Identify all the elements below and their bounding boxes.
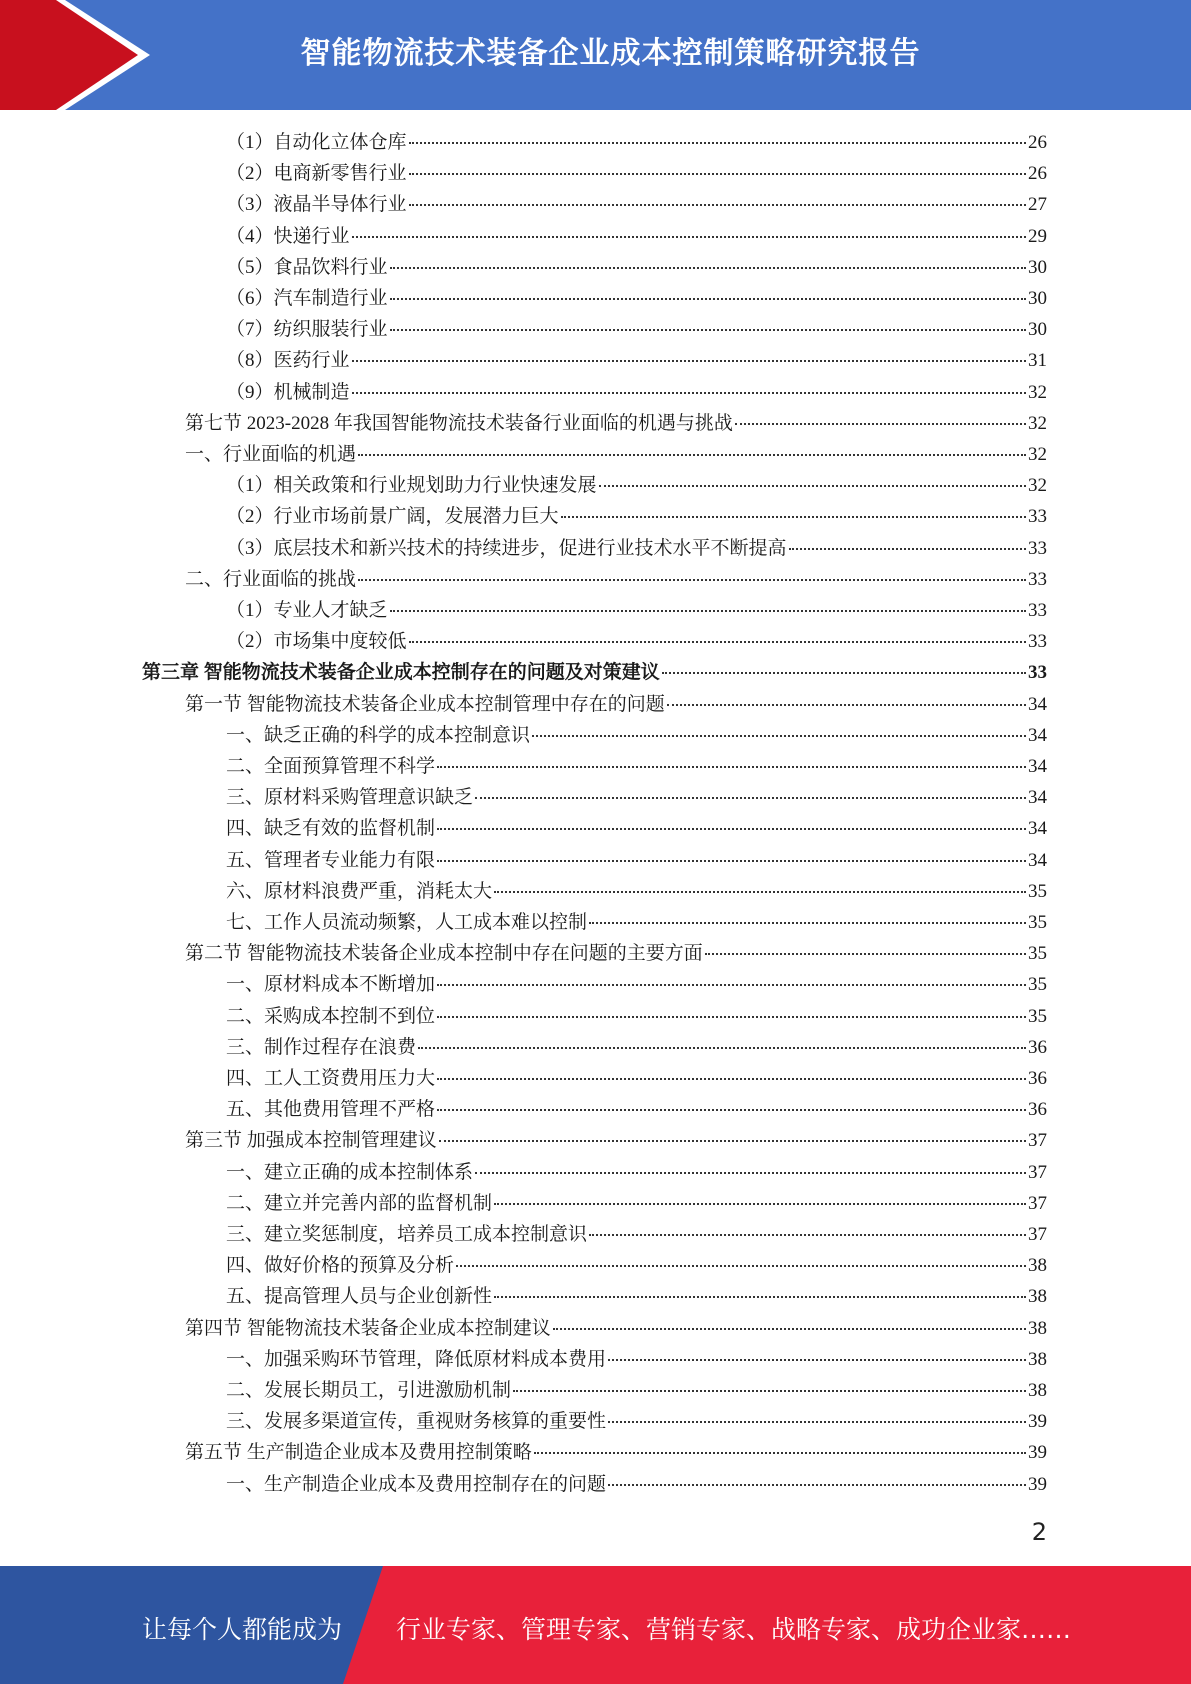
toc-entry-page: 33 bbox=[1028, 537, 1047, 559]
toc-dot-leader bbox=[437, 860, 1026, 862]
toc-entry-page: 33 bbox=[1028, 662, 1047, 684]
toc-entry[interactable] bbox=[185, 938, 1047, 969]
toc-entry-label: （2）市场集中度较低 bbox=[226, 631, 407, 653]
toc-entry[interactable] bbox=[226, 1250, 1047, 1281]
toc-entry-label: 七、工作人员流动频繁，人工成本难以控制 bbox=[226, 912, 588, 933]
toc-entry[interactable] bbox=[185, 1313, 1047, 1344]
toc-entry[interactable] bbox=[226, 377, 1047, 408]
toc-entry-label: 第三节 加强成本控制管理建议 bbox=[185, 1130, 437, 1152]
toc-entry[interactable] bbox=[226, 1219, 1047, 1250]
toc-dot-leader bbox=[437, 984, 1026, 986]
toc-entry-label: （2）行业市场前景广阔，发展潜力巨大 bbox=[226, 506, 559, 528]
toc-entry-page: 35 bbox=[1028, 943, 1047, 965]
toc-dot-leader bbox=[608, 1421, 1026, 1423]
toc-dot-leader bbox=[494, 1203, 1026, 1205]
toc-dot-leader bbox=[390, 267, 1026, 269]
toc-entry[interactable] bbox=[226, 345, 1047, 376]
toc-entry-page: 35 bbox=[1028, 974, 1047, 996]
toc-dot-leader bbox=[352, 236, 1026, 238]
toc-dot-leader bbox=[390, 329, 1026, 331]
toc-entry-label: 四、工人工资费用压力大 bbox=[226, 1068, 436, 1089]
toc-entry-page: 30 bbox=[1028, 319, 1047, 341]
toc-entry-label: （5）食品饮料行业 bbox=[226, 256, 388, 278]
toc-entry-page: 38 bbox=[1028, 1317, 1047, 1339]
toc-entry-page: 37 bbox=[1028, 1130, 1047, 1152]
toc-entry-page: 39 bbox=[1028, 1473, 1047, 1495]
report-title: 智能物流技术装备企业成本控制策略研究报告 bbox=[300, 36, 921, 71]
toc-dot-leader bbox=[409, 204, 1026, 206]
toc-dot-leader bbox=[513, 1390, 1026, 1392]
toc-entry-label: （7）纺织服装行业 bbox=[226, 319, 388, 341]
toc-entry[interactable] bbox=[185, 564, 1047, 595]
toc-dot-leader bbox=[437, 766, 1026, 768]
toc-dot-leader bbox=[735, 423, 1026, 425]
toc-entry[interactable] bbox=[226, 1063, 1047, 1094]
toc-entry[interactable] bbox=[226, 1281, 1047, 1312]
toc-entry-page: 36 bbox=[1028, 1036, 1047, 1058]
toc-entry[interactable] bbox=[226, 969, 1047, 1000]
toc-entry-page: 26 bbox=[1028, 132, 1047, 153]
footer-slogan-right: 行业专家、管理专家、营销专家、战略专家、成功企业家…… bbox=[396, 1615, 1072, 1644]
toc-entry-page: 35 bbox=[1028, 880, 1047, 902]
toc-entry[interactable] bbox=[226, 221, 1047, 252]
toc-entry-page: 32 bbox=[1028, 475, 1047, 497]
toc-entry-page: 37 bbox=[1028, 1224, 1047, 1245]
toc-entry-page: 32 bbox=[1028, 381, 1047, 403]
toc-dot-leader bbox=[532, 735, 1026, 737]
toc-dot-leader bbox=[418, 1047, 1026, 1049]
toc-entry-page: 33 bbox=[1028, 506, 1047, 528]
toc-entry-label: 二、采购成本控制不到位 bbox=[226, 1005, 436, 1027]
toc-entry[interactable] bbox=[185, 408, 1047, 439]
toc-dot-leader bbox=[437, 1016, 1026, 1018]
toc-dot-leader bbox=[494, 891, 1026, 893]
toc-entry-page: 26 bbox=[1028, 163, 1047, 185]
toc-entry-label: 一、缺乏正确的科学的成本控制意识 bbox=[226, 724, 531, 746]
toc-entry[interactable] bbox=[226, 595, 1047, 626]
toc-dot-leader bbox=[705, 953, 1026, 955]
footer-slogan-left: 让每个人都能成为 bbox=[142, 1615, 343, 1644]
toc-entry-page: 32 bbox=[1028, 412, 1047, 434]
toc-entry-page: 34 bbox=[1028, 818, 1047, 840]
toc-chapter-entry[interactable] bbox=[142, 657, 1047, 688]
toc-dot-leader bbox=[599, 485, 1026, 487]
toc-entry-page: 39 bbox=[1028, 1442, 1047, 1464]
toc-entry[interactable] bbox=[226, 1001, 1047, 1032]
toc-entry-label: （6）汽车制造行业 bbox=[226, 288, 388, 309]
toc-dot-leader bbox=[561, 516, 1026, 518]
toc-entry[interactable] bbox=[226, 1469, 1047, 1500]
toc-entry-page: 31 bbox=[1028, 350, 1047, 372]
toc-entry-label: （1）专业人才缺乏 bbox=[226, 600, 388, 621]
toc-entry-page: 33 bbox=[1028, 631, 1047, 653]
toc-entry-page: 32 bbox=[1028, 444, 1047, 465]
toc-dot-leader bbox=[390, 298, 1026, 300]
toc-entry-label: 第四节 智能物流技术装备企业成本控制建议 bbox=[185, 1317, 551, 1339]
toc-dot-leader bbox=[475, 1172, 1026, 1174]
toc-entry[interactable] bbox=[226, 1344, 1047, 1375]
toc-entry[interactable] bbox=[226, 1188, 1047, 1219]
toc-dot-leader bbox=[409, 142, 1026, 144]
toc-dot-leader bbox=[534, 1452, 1026, 1454]
toc-dot-leader bbox=[589, 1234, 1026, 1236]
toc-dot-leader bbox=[358, 579, 1026, 581]
toc-entry-label: 四、缺乏有效的监督机制 bbox=[226, 818, 436, 840]
toc-entry-label: 三、发展多渠道宣传，重视财务核算的重要性 bbox=[226, 1411, 607, 1433]
toc-entry-page: 36 bbox=[1028, 1068, 1047, 1089]
toc-dot-leader bbox=[437, 1078, 1026, 1080]
toc-entry-page: 27 bbox=[1028, 194, 1047, 216]
toc-entry-label: 二、行业面临的挑战 bbox=[185, 568, 357, 590]
toc-dot-leader bbox=[608, 1359, 1026, 1361]
toc-entry[interactable] bbox=[185, 1437, 1047, 1468]
toc-entry[interactable] bbox=[226, 127, 1047, 158]
toc-entry[interactable] bbox=[185, 439, 1047, 470]
toc-entry-label: 五、其他费用管理不严格 bbox=[226, 1099, 436, 1121]
toc-entry[interactable] bbox=[185, 689, 1047, 720]
toc-dot-leader bbox=[409, 173, 1026, 175]
toc-entry-page: 34 bbox=[1028, 787, 1047, 809]
toc-dot-leader bbox=[437, 828, 1026, 830]
toc-entry-label: 三、原材料采购管理意识缺乏 bbox=[226, 787, 474, 809]
toc-entry-page: 30 bbox=[1028, 256, 1047, 278]
toc-entry[interactable] bbox=[226, 845, 1047, 876]
toc-entry[interactable] bbox=[226, 876, 1047, 907]
toc-entry-label: （3）底层技术和新兴技术的持续进步，促进行业技术水平不断提高 bbox=[226, 537, 787, 559]
toc-entry[interactable] bbox=[226, 283, 1047, 314]
toc-entry-label: （2）电商新零售行业 bbox=[226, 163, 407, 185]
toc-entry[interactable] bbox=[226, 782, 1047, 813]
toc-entry-page: 33 bbox=[1028, 568, 1047, 590]
toc-entry-label: 二、全面预算管理不科学 bbox=[226, 756, 436, 777]
toc-entry-page: 39 bbox=[1028, 1411, 1047, 1433]
toc-dot-leader bbox=[589, 922, 1026, 924]
toc-entry-label: 三、制作过程存在浪费 bbox=[226, 1036, 417, 1058]
toc-entry-label: 一、加强采购环节管理，降低原材料成本费用 bbox=[226, 1348, 607, 1370]
toc-entry[interactable] bbox=[226, 813, 1047, 844]
toc-entry[interactable] bbox=[226, 1406, 1047, 1437]
toc-entry[interactable] bbox=[226, 501, 1047, 532]
toc-entry[interactable] bbox=[226, 751, 1047, 782]
toc-entry[interactable] bbox=[226, 1157, 1047, 1188]
toc-dot-leader bbox=[662, 672, 1026, 674]
toc-entry[interactable] bbox=[185, 1125, 1047, 1156]
toc-entry-page: 35 bbox=[1028, 1005, 1047, 1027]
page-number: 2 bbox=[1031, 1518, 1047, 1546]
toc-entry-label: 二、发展长期员工，引进激励机制 bbox=[226, 1380, 512, 1401]
toc-entry-label: 第五节 生产制造企业成本及费用控制策略 bbox=[185, 1442, 532, 1464]
toc-dot-leader bbox=[352, 360, 1026, 362]
toc-dot-leader bbox=[494, 1296, 1026, 1298]
toc-entry-page: 33 bbox=[1028, 600, 1047, 621]
toc-entry-page: 38 bbox=[1028, 1255, 1047, 1277]
toc-entry-page: 34 bbox=[1028, 756, 1047, 777]
toc-entry-page: 29 bbox=[1028, 225, 1047, 247]
toc-entry[interactable] bbox=[226, 252, 1047, 283]
toc-dot-leader bbox=[358, 454, 1026, 456]
toc-entry-label: 三、建立奖惩制度，培养员工成本控制意识 bbox=[226, 1224, 588, 1245]
toc-entry[interactable] bbox=[226, 907, 1047, 938]
toc-entry-page: 34 bbox=[1028, 849, 1047, 871]
toc-dot-leader bbox=[667, 704, 1026, 706]
toc-dot-leader bbox=[475, 797, 1026, 799]
toc-entry-label: （9）机械制造 bbox=[226, 381, 350, 403]
toc-entry-label: 六、原材料浪费严重，消耗太大 bbox=[226, 880, 493, 902]
header-banner bbox=[0, 0, 1191, 110]
toc-dot-leader bbox=[352, 392, 1026, 394]
toc-entry-label: 五、管理者专业能力有限 bbox=[226, 849, 436, 871]
toc-dot-leader bbox=[439, 1140, 1026, 1142]
toc-entry-page: 34 bbox=[1028, 693, 1047, 715]
toc-entry-label: 一、行业面临的机遇 bbox=[185, 444, 357, 465]
toc-entry-label: 五、提高管理人员与企业创新性 bbox=[226, 1286, 493, 1308]
toc-entry-page: 30 bbox=[1028, 288, 1047, 309]
toc-dot-leader bbox=[409, 641, 1026, 643]
toc-entry-page: 38 bbox=[1028, 1286, 1047, 1308]
toc-entry[interactable] bbox=[226, 1094, 1047, 1125]
toc-dot-leader bbox=[437, 1109, 1026, 1111]
toc-entry-page: 37 bbox=[1028, 1161, 1047, 1183]
toc-entry-label: 一、生产制造企业成本及费用控制存在的问题 bbox=[226, 1473, 607, 1495]
toc-entry[interactable] bbox=[226, 189, 1047, 220]
toc-entry[interactable] bbox=[226, 158, 1047, 189]
toc-entry[interactable] bbox=[226, 314, 1047, 345]
toc-entry-label: （1）自动化立体仓库 bbox=[226, 132, 407, 153]
toc-entry[interactable] bbox=[226, 626, 1047, 657]
toc-entry-label: （1）相关政策和行业规划助力行业快速发展 bbox=[226, 475, 597, 497]
toc-entry[interactable] bbox=[226, 470, 1047, 501]
toc-dot-leader bbox=[456, 1265, 1026, 1267]
toc-entry-label: （8）医药行业 bbox=[226, 350, 350, 372]
toc-entry-page: 38 bbox=[1028, 1380, 1047, 1401]
toc-entry-label: 四、做好价格的预算及分析 bbox=[226, 1255, 455, 1277]
toc-entry-page: 37 bbox=[1028, 1192, 1047, 1214]
toc-dot-leader bbox=[390, 610, 1026, 612]
toc-dot-leader bbox=[608, 1484, 1026, 1486]
toc-entry[interactable] bbox=[226, 1375, 1047, 1406]
toc-entry-label: 第二节 智能物流技术装备企业成本控制中存在问题的主要方面 bbox=[185, 943, 703, 965]
toc-entry-label: 第三章 智能物流技术装备企业成本控制存在的问题及对策建议 bbox=[142, 662, 660, 684]
toc-dot-leader bbox=[553, 1328, 1026, 1330]
toc-entry-label: （3）液晶半导体行业 bbox=[226, 194, 407, 216]
toc-entry-label: 第一节 智能物流技术装备企业成本控制管理中存在的问题 bbox=[185, 693, 665, 715]
toc-entry-page: 38 bbox=[1028, 1348, 1047, 1370]
toc-entry-label: （4）快递行业 bbox=[226, 225, 350, 247]
toc-entry[interactable] bbox=[226, 533, 1047, 564]
toc-entry-page: 36 bbox=[1028, 1099, 1047, 1121]
toc-entry-page: 35 bbox=[1028, 912, 1047, 933]
footer-banner bbox=[0, 1566, 1191, 1684]
toc-entry-label: 一、原材料成本不断增加 bbox=[226, 974, 436, 996]
toc-dot-leader bbox=[789, 548, 1026, 550]
toc-entry-page: 34 bbox=[1028, 724, 1047, 746]
toc-entry-label: 二、建立并完善内部的监督机制 bbox=[226, 1192, 493, 1214]
toc-entry[interactable] bbox=[226, 1032, 1047, 1063]
toc-entry-label: 一、建立正确的成本控制体系 bbox=[226, 1161, 474, 1183]
toc-entry-label: 第七节 2023-2028 年我国智能物流技术装备行业面临的机遇与挑战 bbox=[185, 412, 733, 434]
toc-entry[interactable] bbox=[226, 720, 1047, 751]
